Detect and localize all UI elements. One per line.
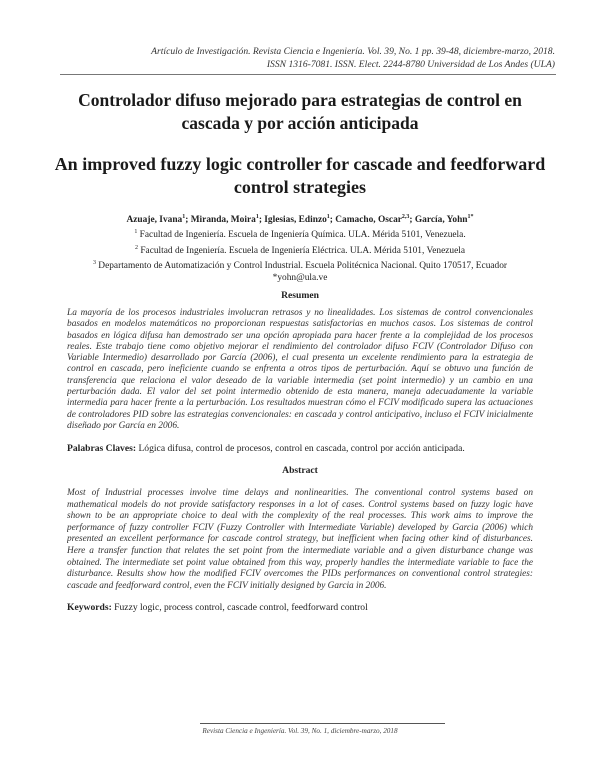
abstract-line: cascade and feedforward control, even the FCIV initially designed by Garcia in 2006. [67, 580, 387, 591]
resumen-line: Variable Intermedio) desarrollado por García (2006), el cual presenta un excelente rendimiento para la estrategia de [67, 353, 533, 364]
author: Iglesias, Edinzo$^1$; [264, 214, 336, 226]
author-list [40, 211, 560, 226]
abstract-line: disturbance. Results show how the modified FCIV overcomes the PIDs performances on conventional control strategies: [67, 569, 533, 580]
title-spanish [40, 89, 560, 135]
abstract-line: Here a transfer function that relates the set point from the intermediate variable and a given disturbance change was [67, 545, 533, 556]
resumen-paragraph [67, 308, 533, 432]
resumen-line: de controladores PID sobre las estrategias convencionales: en cascada y control anticipativo, incluso el FCIV inicialmente [67, 409, 533, 420]
resumen-line: transferencia que relaciona el valor deseado de la variable intermedia (set point intermedio) y un cambio en una [67, 375, 533, 386]
header-rule [60, 74, 556, 75]
abstract-line: obtained. The intermediate set point value obtained from this way, properly handles the intermediate variable to face the [67, 557, 533, 568]
abstract-line: mathematical models do not provide satisfactory responses in a lot of cases. Control systems based on fuzzy logic have [67, 499, 533, 510]
resumen-line: basados en lógica difusa han demostrado ser una opción apropiada para hacer frente a la complejidad de los procesos [67, 330, 533, 341]
resumen-line: reales. Este trabajo tiene como objetivo mejorar el rendimiento del controlador difuso FCIV (Controlador Difuso con [67, 341, 533, 352]
abstract-line: presented an excellent performance for cascade control strategy, but inefficient when facing other kind of disturbances. [67, 534, 533, 545]
title-en-line: An improved fuzzy logic controller for cascade and feedforward [54, 154, 546, 174]
title-en-line: control strategies [233, 177, 367, 197]
author: Camacho, Oscar$^{2,3}$; [335, 214, 415, 226]
author: Miranda, Moira$^1$; [190, 214, 265, 226]
abstract-paragraph [67, 488, 533, 592]
footer-rule [200, 723, 445, 724]
author: Azuaje, Ivana$^1$; [126, 214, 191, 226]
resumen-line: control en cascada, pero ineficiente cuando se enfrenta a otros tipos de perturbación. Aquí se obtuvo una función de [67, 364, 533, 375]
corresponding-email[interactable]: *yohn@ula.ve [272, 273, 328, 284]
keywords-text: Fuzzy logic, process control, cascade control, feedforward control [114, 602, 368, 613]
abstract-line: Most of Industrial processes involve time delays and nonlinearities. The conventional control systems based on [67, 488, 533, 498]
title-es-line: cascada y por acción anticipada [181, 113, 419, 133]
resumen-line: basados en modelos matemáticos no proporcionan respuestas satisfactorias en muchos casos. Los sistemas de control [67, 319, 533, 330]
author: García, Yohn$^{1*}$ [414, 214, 474, 226]
palabras-claves [67, 443, 533, 454]
title-english [40, 153, 560, 199]
header-line-2: ISSN 1316-7081. ISSN. Elect. 2244-8780 Universidad de Los Andes (ULA) [266, 59, 555, 70]
abstract-line: shown to be an appropriate choice to deal with the complexity of the real processes. This work aims to improve the [67, 511, 533, 522]
journal-header [151, 45, 555, 71]
affiliation: $^3$ Departamento de Automatización y Control Industrial. Escuela Politécnica Nacional. Quito 170517, Ecuador [92, 259, 508, 272]
keywords [67, 602, 533, 613]
resumen-line: diseñado por García en 2006. [67, 420, 180, 431]
abstract-line: performance of fuzzy controller FCIV (Fuzzy Controller with Intermediate Variable) developed by Garcia (2006) which [67, 522, 533, 533]
header-line-1: Artículo de Investigación. Revista Ciencia e Ingeniería. Vol. 39, No. 1 pp. 39-48, diciembre-marzo, 2018. [151, 46, 555, 57]
keywords-label: Keywords: [67, 602, 112, 613]
affiliation: $^1$ Facultad de Ingeniería. Escuela de Ingeniería Química. ULA. Mérida 5101, Venezuela. [134, 229, 466, 241]
author-block [40, 211, 560, 285]
page-footer: Revista Ciencia e Ingeniería. Vol. 39, No. 1, diciembre-marzo, 2018 [202, 727, 398, 735]
resumen-line: intermedia para hacer frente a la perturbación. Los resultados muestran cómo el FCIV modificado supera las actuaciones [67, 398, 533, 409]
palabras-text: Lógica difusa, control de procesos, control en cascada, control por acción anticipada. [138, 443, 465, 454]
resumen-line: perturbación dada. El valor del set point intermedio obtenido de esta manera, maneja adecuadamente la variable [67, 387, 533, 398]
title-es-line: Controlador difuso mejorado para estrategias de control en [78, 90, 522, 110]
resumen-line: La mayoría de los procesos industriales involucran retrasos y no linealidades. Los sistemas de control convencionales [67, 308, 533, 318]
resumen-heading: Resumen [281, 290, 319, 301]
palabras-label: Palabras Claves: [67, 443, 137, 454]
abstract-heading: Abstract [282, 465, 318, 476]
affiliation: $^2$ Facultad de Ingeniería. Escuela de Ingeniería Eléctrica. ULA. Mérida 5101, Venezuela [134, 244, 466, 256]
